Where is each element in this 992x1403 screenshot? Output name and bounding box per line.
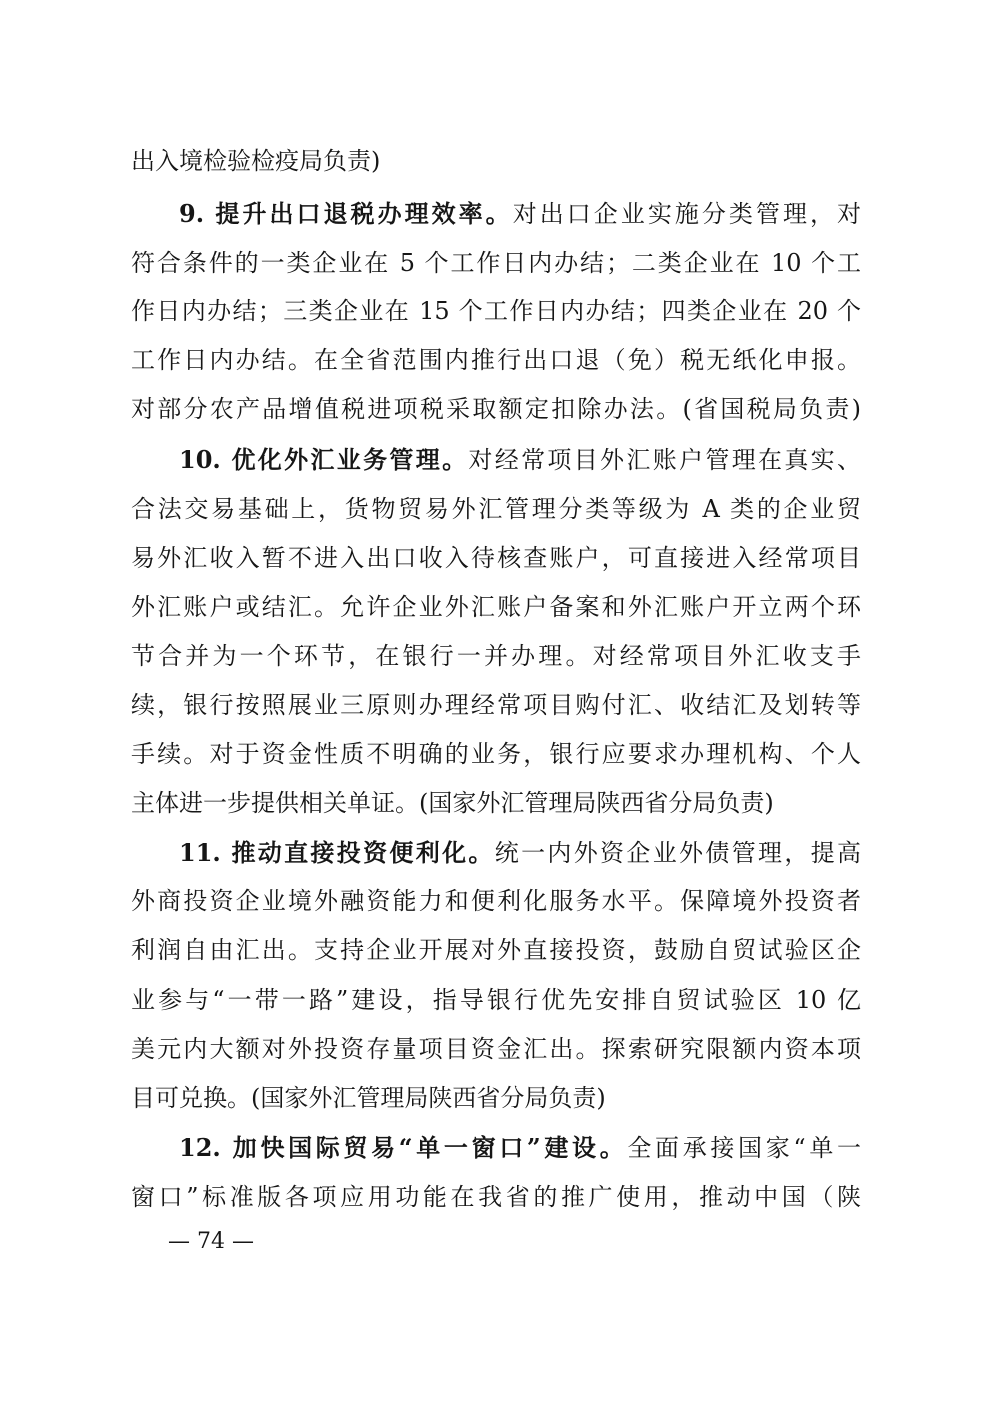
text-line: 目可兑换。(国家外汇管理局陕西省分局负责): [131, 1084, 606, 1112]
section-10-title: 10. 优化外汇业务管理。: [179, 445, 469, 474]
text-line: 易外汇收入暂不进入出口收入待核查账户，可直接进入经常项目: [131, 544, 861, 572]
section-12-title: 12. 加快国际贸易“单一窗口”建设。: [179, 1133, 628, 1162]
text-line: 合法交易基础上，货物贸易外汇管理分类等级为 A 类的企业贸: [131, 495, 861, 523]
text-line: 外商投资企业境外融资能力和便利化服务水平。保障境外投资者: [131, 887, 861, 915]
text-line: 利润自由汇出。支持企业开展对外直接投资，鼓励自贸试验区企: [131, 936, 861, 964]
text-line: 工作日内办结。在全省范围内推行出口退（免）税无纸化申报。: [131, 346, 861, 374]
section-11-title: 11. 推动直接投资便利化。: [179, 838, 495, 867]
section-11-heading-line: 11. 推动直接投资便利化。统一内外资企业外债管理，提高: [179, 838, 862, 867]
text-line: 窗口”标准版各项应用功能在我省的推广使用，推动中国（陕: [131, 1183, 861, 1211]
text-line: 业参与“一带一路”建设，指导银行优先安排自贸试验区 10 亿: [131, 986, 861, 1014]
text-line: 作日内办结；三类企业在 15 个工作日内办结；四类企业在 20 个: [131, 297, 861, 325]
section-10-heading-line: 10. 优化外汇业务管理。对经常项目外汇账户管理在真实、: [179, 445, 862, 474]
text-line: 对部分农产品增值税进项税采取额定扣除办法。(省国税局负责): [131, 395, 861, 423]
section-9-heading-line: 9. 提升出口退税办理效率。对出口企业实施分类管理，对: [179, 199, 861, 228]
text-line: 出入境检验检疫局负责): [131, 147, 381, 175]
page-number: — 74 —: [168, 1229, 254, 1254]
text-line: 外汇账户或结汇。允许企业外汇账户备案和外汇账户开立两个环: [131, 593, 861, 621]
text-line: 符合条件的一类企业在 5 个工作日内办结；二类企业在 10 个工: [131, 249, 861, 277]
text-line: 主体进一步提供相关单证。(国家外汇管理局陕西省分局负责): [131, 789, 774, 817]
section-9-title: 9. 提升出口退税办理效率。: [179, 199, 513, 228]
text-line: 手续。对于资金性质不明确的业务，银行应要求办理机构、个人: [131, 740, 861, 768]
text-line: 美元内大额对外投资存量项目资金汇出。探索研究限额内资本项: [131, 1035, 861, 1063]
section-12-heading-line: 12. 加快国际贸易“单一窗口”建设。全面承接国家“单一: [179, 1133, 861, 1162]
text-line: 续，银行按照展业三原则办理经常项目购付汇、收结汇及划转等: [131, 691, 861, 719]
text-line: 节合并为一个环节，在银行一并办理。对经常项目外汇收支手: [131, 642, 861, 670]
